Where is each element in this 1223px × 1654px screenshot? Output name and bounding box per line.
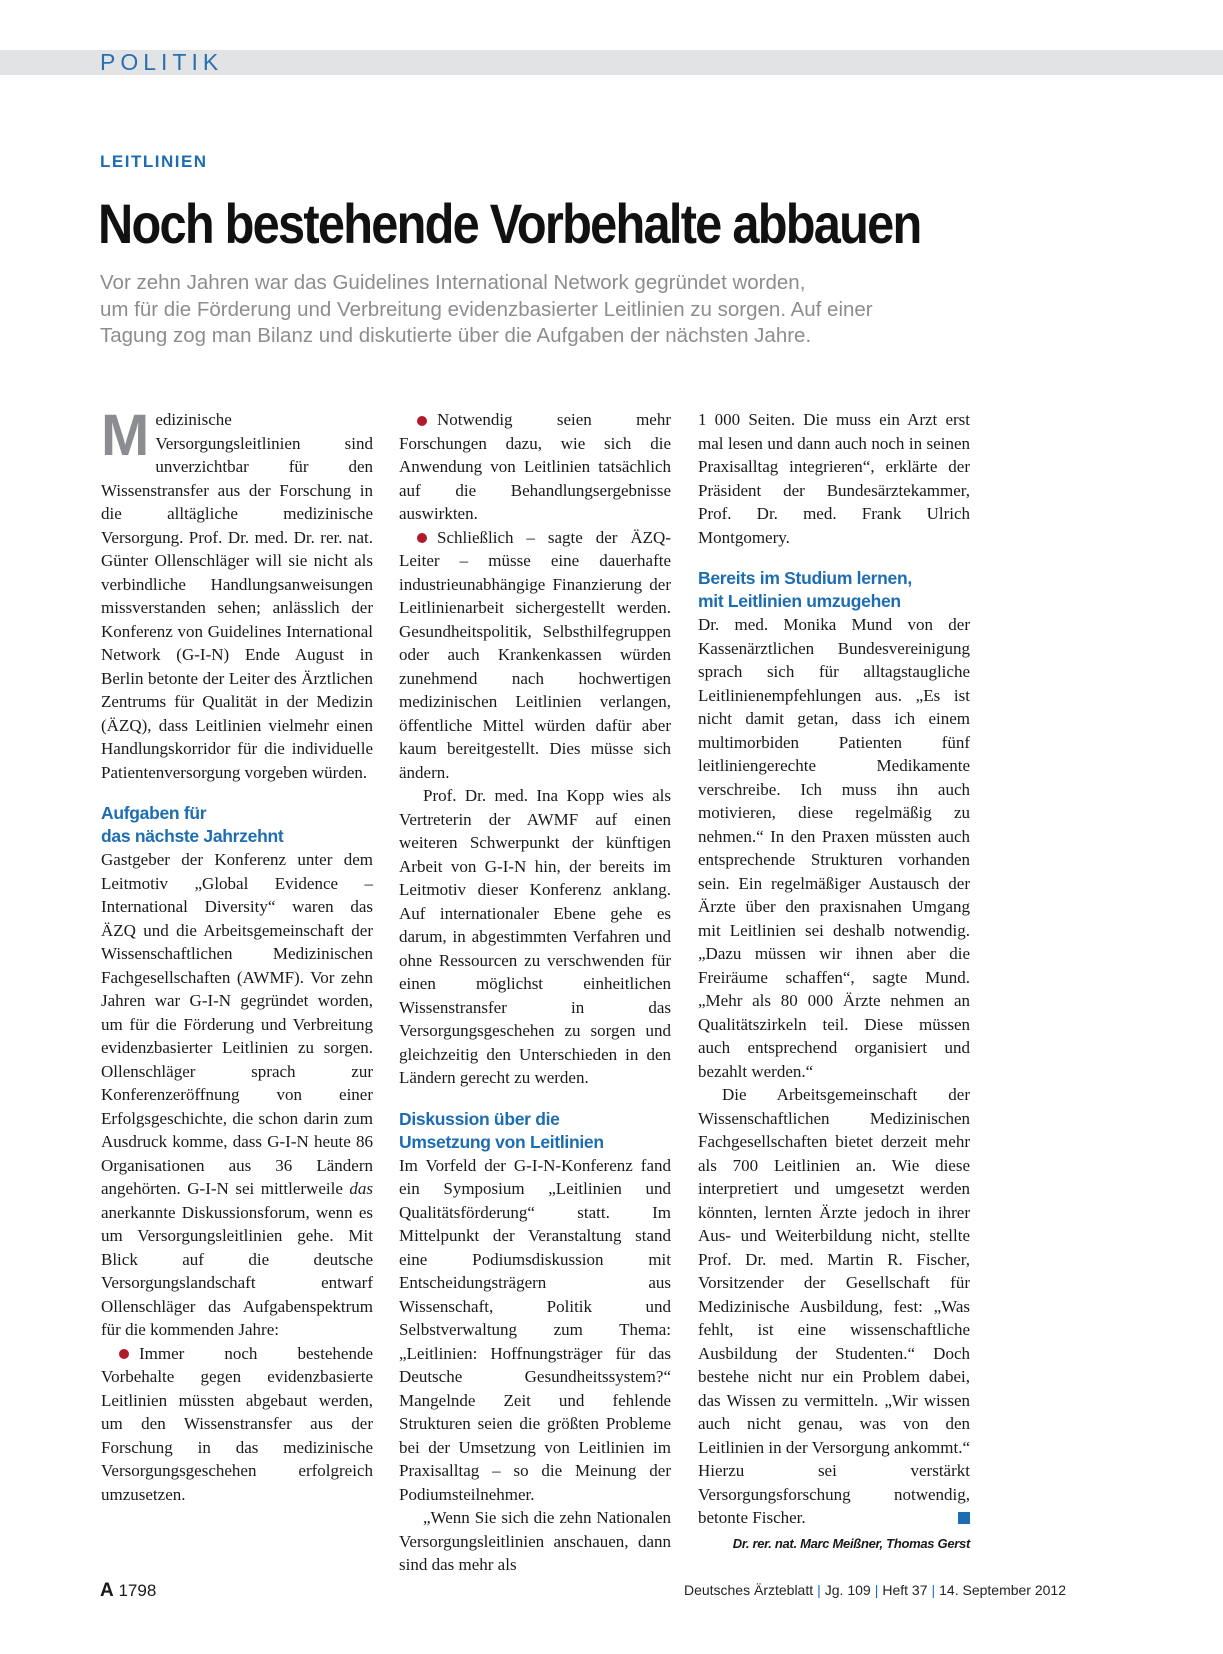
bullet-dot-icon [417, 533, 427, 543]
kicker: LEITLINIEN [100, 152, 208, 171]
bullet-dot-icon [417, 416, 427, 426]
bullet-item: Notwendig seien mehr Forschungen dazu, wie sich die Anwendung von Leitlinien tatsächlich auf die Behandlungsergebnisse auswirkten. [399, 410, 671, 523]
bullet-item: Immer noch bestehende Vorbehalte gegen evidenzbasierte Leitlinien müssten abgebaut werden, um den Wissenstransfer aus der Forschung in das medizinische Versorgungsgeschehen erfolgreich umzusetzen. [101, 1343, 373, 1504]
lead-line: Vor zehn Jahren war das Guidelines International Network gegründet worden, [100, 271, 806, 294]
body-paragraph: Prof. Dr. med. Ina Kopp wies als Vertreterin der AWMF auf einen weiteren Schwerpunkt der künftigen Arbeit von G-I-N hin, der bereits im Leitmotiv dieser Konferenz anklang. Auf internationaler Ebene gehe es darum, in abgestimmten Verfahren und ohne Ressourcen zu verschwenden für einen möglichst einheitlichen Wissenstransfer in das Versorgungsgeschehen zu sorgen und gleichzeitig den Unterschieden in den Ländern gerecht zu werden. [399, 786, 671, 1087]
byline: Dr. rer. nat. Marc Meißner, Thomas Gerst [732, 1535, 970, 1551]
end-mark-icon [958, 1512, 970, 1524]
subheading-aufgaben: Aufgaben für das nächste Jahrzehnt [101, 803, 284, 846]
lead-paragraph [100, 270, 980, 350]
subheading-diskussion: Diskussion über die Umsetzung von Leitlinien [399, 1108, 604, 1152]
column-3 [698, 408, 970, 1555]
page-number: A 1798 [100, 1580, 157, 1601]
subheading-studium: Bereits im Studium lernen, mit Leitlinien umzugehen [698, 568, 912, 611]
body-paragraph: Dr. med. Monika Mund von der Kassenärztlichen Bundesvereinigung sprach sich für alltagstaugliche Leitlinienempfehlungen aus. „Es ist nicht damit getan, dass ich einem multimorbiden Patienten fünf leitliniengerechte Medikamente verschreibe. Ich muss ihn auch motivieren, diese regelmäßig zu nehmen.“ In den Praxen müssten auch entsprechende Strukturen vorhanden sein. Ein regelmäßiger Austausch der Ärzte über den praxisnahen Umgang mit Leitlinien sei deshalb notwendig. „Dazu müssen wir ihnen aber die Freiräume schaffen“, sagte Mund. „Mehr als 80 000 Ärzte nehmen an Qualitätszirkeln teil. Diese müssen auch entsprechend organisiert und bezahlt werden.“ [698, 615, 970, 1081]
column-1 [101, 403, 374, 1506]
lead-line: Tagung zog man Bilanz und diskutierte über die Aufgaben der nächsten Jahre. [100, 324, 812, 347]
body-paragraph: 1 000 Seiten. Die muss ein Arzt erst mal lesen und dann auch noch in seinen Praxisalltag integrieren“, erklärte der Präsident der Bundesärztekammer, Prof. Dr. med. Frank Ulrich Montgomery. [698, 410, 970, 547]
section-label: POLITIK [100, 49, 224, 75]
body-paragraph: „Wenn Sie sich die zehn Nationalen Versorgungsleitlinien anschauen, dann sind das mehr als [399, 1508, 671, 1574]
drop-cap: M [101, 403, 150, 468]
intro-paragraph: Medizinische Versorgungsleitlinien sind unverzichtbar für den Wissenstransfer aus der Forschung in die alltägliche medizinische Versorgung. Prof. Dr. med. Dr. rer. nat. Günter Ollenschläger will sie nicht als verbindliche Handlungsanweisungen missverstanden sehen; anlässlich der Konferenz von Guidelines International Network (G-I-N) Ende August in Berlin betonte der Leiter des Ärztlichen Zentrums für Qualität in der Medizin (ÄZQ), dass Leitlinien vielmehr einen Handlungskorridor für die individuelle Patientenversorgung vorgeben würden. [101, 403, 373, 782]
headline: Noch bestehende Vorbehalte abbauen [98, 192, 921, 255]
bullet-dot-icon [119, 1349, 129, 1359]
column-2 [399, 408, 671, 1577]
lead-line: um für die Förderung und Verbreitung evidenzbasierter Leitlinien zu sorgen. Auf einer [100, 297, 873, 321]
body-paragraph: Die Arbeitsgemeinschaft der Wissenschaftlichen Medizinischen Fachgesellschaften bietet derzeit mehr als 700 Leitlinien an. Wie diese interpretiert und umgesetzt werden könnten, lernten Ärzte jedoch in ihrer Aus- und Weiterbildung nicht, stellte Prof. Dr. med. Martin R. Fischer, Vorsitzender der Gesellschaft für Medizinische Ausbildung, fest: „Was fehlt, ist eine wissenschaftliche Ausbildung der Studenten.“ Doch bestehe nicht nur ein Problem dabei, das Wissen zu vermitteln. „Wir wissen auch nicht genau, was von den Leitlinien in der Versorgung ankommt.“ Hierzu sei verstärkt Versorgungsforschung notwendig, betonte Fischer. [698, 1085, 970, 1527]
bullet-item: Schließlich – sagte der ÄZQ-Leiter – müsse eine dauerhafte industrieunabhängige Finanzierung der Leitlinienarbeit sichergestellt werden. Gesundheitspolitik, Selbsthilfegruppen oder auch Krankenkassen würden zunehmend nach hochwertigen medizinischen Leitlinien verlangen, öffentliche Mittel würden dafür aber kaum bereitgestellt. Dies müsse sich ändern. [399, 527, 671, 782]
body-paragraph: Im Vorfeld der G-I-N-Konferenz fand ein Symposium „Leitlinien und Qualitätsförderung“ statt. Im Mittelpunkt der Veranstaltung stand eine Podiumsdiskussion mit Entscheidungsträgern aus Wissenschaft, Politik und Selbstverwaltung zum Thema: „Leitlinien: Hoffnungsträger für das Deutsche Gesundheitssystem?“ Mangelnde Zeit und fehlende Strukturen seien die größten Probleme bei der Umsetzung von Leitlinien im Praxisalltag – so die Meinung der Podiumsteilnehmer. [399, 1155, 671, 1504]
body-paragraph: Gastgeber der Konferenz unter dem Leitmotiv „Global Evidence – International Diversity“ waren das ÄZQ und die Arbeitsgemeinschaft der Wissenschaftlichen Medizinischen Fachgesellschaften (AWMF). Vor zehn Jahren war G-I-N gegründet worden, um für die Förderung und Verbreitung evidenzbasierter Leitlinien zu sorgen. Ollenschläger sprach zur Konferenzeröffnung von einer Erfolgsgeschichte, die schon darin zum Ausdruck komme, dass G-I-N heute 86 Organisationen aus 36 Ländern angehörten. G-I-N sei mittlerweile das anerkannte Diskussionsforum, wenn es um Versorgungsleitlinien gehe. Mit Blick auf die deutsche Versorgungslandschaft entwarf Ollenschläger das Aufgabenspektrum für die kommenden Jahre: [101, 850, 374, 1339]
footer-citation: Deutsches Ärzteblatt | Jg. 109 | Heft 37 | 14. September 2012 [683, 1582, 1066, 1598]
